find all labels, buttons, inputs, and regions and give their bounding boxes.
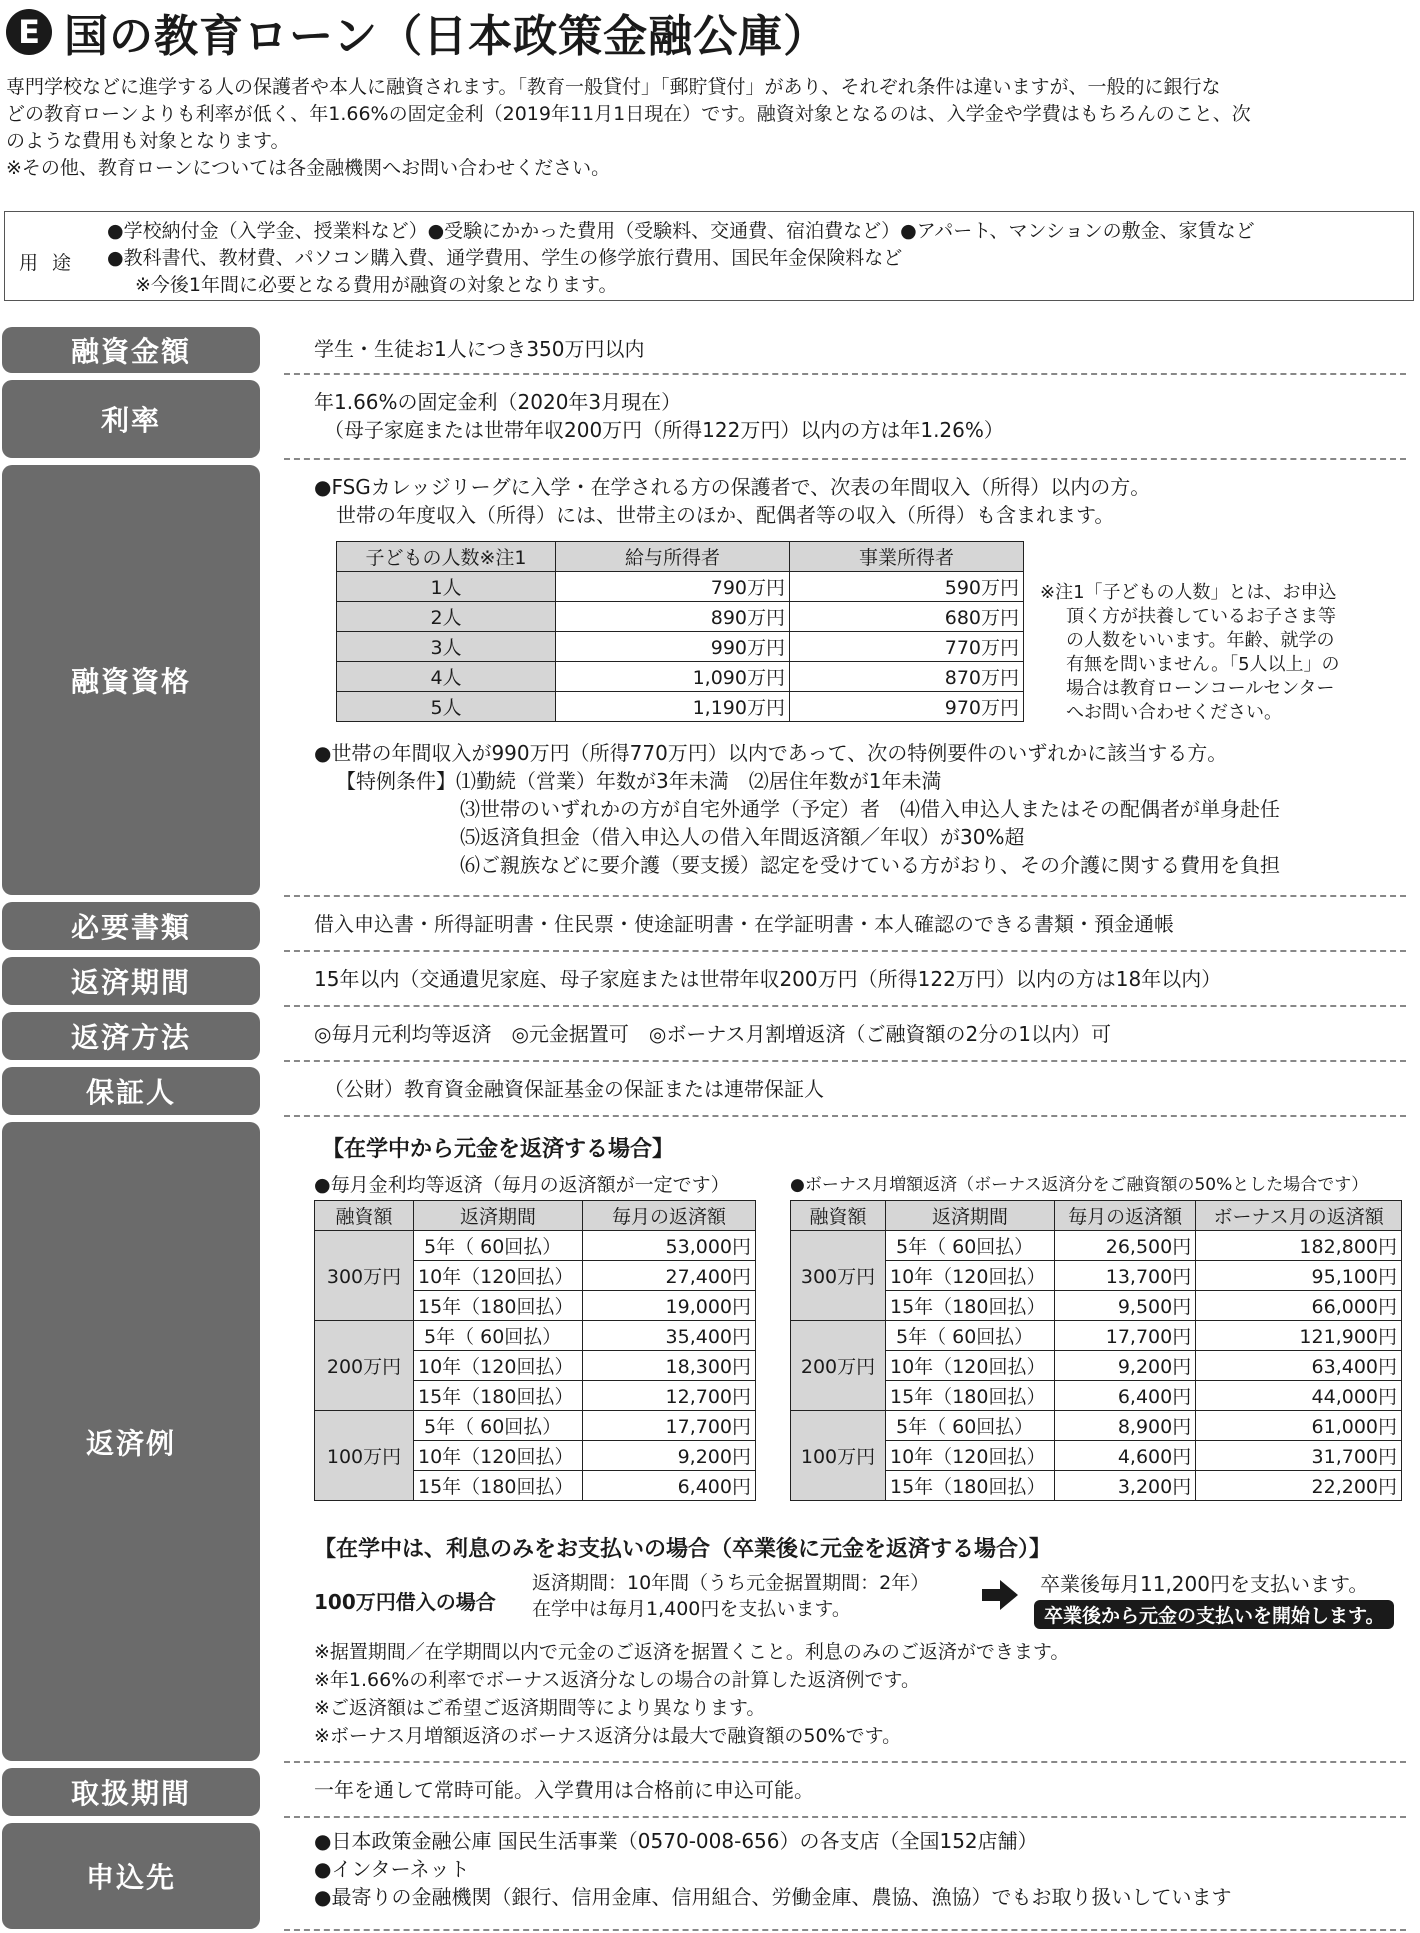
monthly: 9,200円 <box>583 1441 756 1471</box>
children-count: 3人 <box>337 632 556 662</box>
table-header: 毎月の返済額 <box>1055 1201 1196 1231</box>
case-line: 在学中は毎月1,400円を支払います。 <box>532 1598 851 1620</box>
monthly: 6,400円 <box>583 1471 756 1501</box>
apply-line: ●日本政策金融公庫 国民生活事業（0570-008-656）の各支店（全国152店舗） <box>314 1829 1038 1853</box>
rate-line: （母子家庭または世帯年収200万円（所得122万円）以内の方は年1.26%） <box>324 418 1004 442</box>
term: 15年（180回払） <box>886 1291 1055 1321</box>
monthly: 4,600円 <box>1055 1441 1196 1471</box>
table-header: ボーナス月の返済額 <box>1196 1201 1402 1231</box>
examples-title: 【在学中から元金を返済する場合】 <box>322 1137 675 1162</box>
bonus-payment: 31,700円 <box>1196 1441 1402 1471</box>
term: 5年（ 60回払） <box>886 1231 1055 1261</box>
intro-text <box>6 74 1416 182</box>
table-row <box>315 1411 756 1441</box>
monthly: 13,700円 <box>1055 1261 1196 1291</box>
monthly: 9,200円 <box>1055 1351 1196 1381</box>
note-line: 頂く方が扶養しているお子さま等 <box>1066 606 1336 627</box>
intro-line: どの教育ローンよりも利率が低く、年1.66%の固定金利（2019年11月1日現在）です。融資対象となるのは、入学金や学費はもちろんのこと、次 <box>6 103 1251 125</box>
page-title <box>6 4 828 60</box>
bonus-payment: 61,000円 <box>1196 1411 1402 1441</box>
cond-text: ⑴勤続（営業）年数が3年未満 ⑵居住年数が1年未満 <box>456 769 942 793</box>
monthly: 17,700円 <box>583 1411 756 1441</box>
monthly: 9,500円 <box>1055 1291 1196 1321</box>
note-line: 場合は教育ローンコールセンター <box>1066 678 1335 699</box>
title-text: 国の教育ローン（日本政策金融公庫） <box>64 11 829 62</box>
usage-line: ※今後1年間に必要となる費用が融資の対象となります。 <box>135 274 618 296</box>
bonus-payment: 44,000円 <box>1196 1381 1402 1411</box>
income-table <box>336 541 1024 722</box>
monthly: 17,700円 <box>1055 1321 1196 1351</box>
result-line: 卒業後毎月11,200円を支払います。 <box>1040 1572 1369 1596</box>
method-text: ◎毎月元利均等返済 ◎元金据置可 ◎ボーナス月割増返済（ご融資額の2分の1以内）可 <box>314 1022 1112 1046</box>
term: 15年（180回払） <box>414 1381 583 1411</box>
row-documents <box>0 900 1420 952</box>
table-note <box>1040 581 1340 725</box>
business-limit: 870万円 <box>790 662 1024 692</box>
bonus-payment: 95,100円 <box>1196 1261 1402 1291</box>
documents-text: 借入申込書・所得証明書・住民票・使途証明書・在学証明書・本人確認のできる書類・預金通帳 <box>314 912 1174 936</box>
monthly: 27,400円 <box>583 1261 756 1291</box>
row-eligibility <box>0 463 1420 897</box>
row-label: 利率 <box>2 380 260 458</box>
usage-line: ●学校納付金（入学金、授業料など）●受験にかかった費用（受験料、交通費、宿泊費など）●アパート、マンションの敷金、家賃など <box>107 220 1255 242</box>
loan-amount: 100万円 <box>315 1411 414 1501</box>
term: 5年（ 60回払） <box>886 1411 1055 1441</box>
bonus-payment: 121,900円 <box>1196 1321 1402 1351</box>
note-line: ※据置期間／在学期間以内で元金のご返済を据置くこと。利息のみのご返済ができます。 <box>314 1641 1070 1663</box>
monthly: 12,700円 <box>583 1381 756 1411</box>
elig-line: 世帯の年度収入（所得）には、世帯主のほか、配偶者等の収入（所得）も含まれます。 <box>336 503 1115 527</box>
term: 15年（180回払） <box>886 1471 1055 1501</box>
usage-label: 用途 <box>19 252 86 274</box>
children-count: 5人 <box>337 692 556 722</box>
term: 10年（120回払） <box>414 1261 583 1291</box>
business-limit: 770万円 <box>790 632 1024 662</box>
children-count: 4人 <box>337 662 556 692</box>
row-label: 保証人 <box>2 1067 260 1115</box>
monthly: 3,200円 <box>1055 1471 1196 1501</box>
note-line: ※ボーナス月増額返済のボーナス返済分は最大で融資額の50%です。 <box>314 1725 902 1747</box>
monthly-table <box>314 1200 756 1501</box>
table-row <box>337 662 1024 692</box>
monthly: 35,400円 <box>583 1321 756 1351</box>
note-line: の人数をいいます。年齢、就学の <box>1066 630 1335 651</box>
table-header: 返済期間 <box>886 1201 1055 1231</box>
guarantor-text: （公財）教育資金融資保証基金の保証または連帯保証人 <box>324 1077 824 1101</box>
table-header: 事業所得者 <box>790 542 1024 572</box>
interest-only-title: 【在学中は、利息のみをお支払いの場合（卒業後に元金を返済する場合）】 <box>314 1537 1052 1562</box>
case-detail <box>532 1570 929 1622</box>
row-amount <box>0 325 1420 375</box>
monthly: 53,000円 <box>583 1231 756 1261</box>
salary-limit: 790万円 <box>556 572 790 602</box>
examples-notes <box>314 1638 1069 1750</box>
table-row <box>791 1411 1402 1441</box>
monthly: 18,300円 <box>583 1351 756 1381</box>
table-row <box>791 1231 1402 1261</box>
table-row <box>791 1321 1402 1351</box>
loan-amount: 200万円 <box>315 1321 414 1411</box>
note-line: 有無を問いません。「5人以上」の <box>1066 654 1340 675</box>
cond-line: ⑶世帯のいずれかの方が自宅外通学（予定）者 ⑷借入申込人またはその配偶者が単身赴任 <box>460 797 1280 821</box>
period-text: 15年以内（交通遺児家庭、母子家庭または世帯年収200万円（所得122万円）以内の方は18年以内） <box>314 967 1222 991</box>
loan-amount: 100万円 <box>791 1411 886 1501</box>
left-caption: ●毎月金利均等返済（毎月の返済額が一定です） <box>314 1174 730 1196</box>
right-caption: ●ボーナス月増額返済（ボーナス返済分をご融資額の50%とした場合です） <box>790 1175 1369 1195</box>
note-line: ※ご返済額はご希望ご返済期間等により異なります。 <box>314 1697 766 1719</box>
loan-amount: 300万円 <box>791 1231 886 1321</box>
case-line: 返済期間：10年間（うち元金据置期間：2年） <box>532 1572 930 1594</box>
row-label: 返済方法 <box>2 1012 260 1060</box>
monthly: 19,000円 <box>583 1291 756 1321</box>
cond-line: ⑹ご親族などに要介護（要支援）認定を受けている方がおり、その介護に関する費用を負担 <box>460 853 1280 877</box>
table-row <box>315 1321 756 1351</box>
loan-amount: 300万円 <box>315 1231 414 1321</box>
monthly: 8,900円 <box>1055 1411 1196 1441</box>
monthly: 26,500円 <box>1055 1231 1196 1261</box>
term: 10年（120回払） <box>414 1351 583 1381</box>
apply-line: ●最寄りの金融機関（銀行、信用金庫、信用組合、労働金庫、農協、漁協）でもお取り扱いしています <box>314 1885 1232 1909</box>
row-examples <box>0 1120 1420 1763</box>
row-label: 返済例 <box>2 1122 260 1761</box>
table-row <box>337 572 1024 602</box>
salary-limit: 890万円 <box>556 602 790 632</box>
business-limit: 590万円 <box>790 572 1024 602</box>
elig-line: ●FSGカレッジリーグに入学・在学される方の保護者で、次表の年間収入（所得）以内の方。 <box>314 475 1151 499</box>
term: 10年（120回払） <box>414 1441 583 1471</box>
case-label: 100万円借入の場合 <box>314 1590 496 1614</box>
cond-line: ⑸返済負担金（借入申込人の借入年間返済額／年収）が30%超 <box>460 825 1025 849</box>
row-label: 融資資格 <box>2 465 260 895</box>
term: 15年（180回払） <box>886 1381 1055 1411</box>
bonus-payment: 63,400円 <box>1196 1351 1402 1381</box>
table-header: 返済期間 <box>414 1201 583 1231</box>
loan-amount: 200万円 <box>791 1321 886 1411</box>
term: 5年（ 60回払） <box>414 1321 583 1351</box>
note-line: ※注1「子どもの人数」とは、お申込 <box>1040 582 1337 603</box>
business-limit: 680万円 <box>790 602 1024 632</box>
salary-limit: 1,090万円 <box>556 662 790 692</box>
row-rate <box>0 378 1420 460</box>
row-label: 融資金額 <box>2 327 260 373</box>
row-handling <box>0 1766 1420 1818</box>
salary-limit: 990万円 <box>556 632 790 662</box>
apply-line: ●インターネット <box>314 1857 470 1881</box>
term: 15年（180回払） <box>414 1291 583 1321</box>
bonus-table <box>790 1200 1402 1501</box>
section-badge: E <box>6 9 52 55</box>
table-header: 融資額 <box>791 1201 886 1231</box>
elig-line: ●世帯の年間収入が990万円（所得770万円）以内であって、次の特例要件のいずれかに該当する方。 <box>314 741 1228 765</box>
row-method <box>0 1010 1420 1062</box>
table-row <box>337 602 1024 632</box>
table-row <box>337 692 1024 722</box>
result-highlight: 卒業後から元金の支払いを開始します。 <box>1034 1600 1394 1629</box>
term: 10年（120回払） <box>886 1261 1055 1291</box>
rate-line: 年1.66%の固定金利（2020年3月現在） <box>314 390 682 414</box>
intro-line: ※その他、教育ローンについては各金融機関へお問い合わせください。 <box>6 157 611 179</box>
table-header: 給与所得者 <box>556 542 790 572</box>
term: 15年（180回払） <box>414 1471 583 1501</box>
bonus-payment: 182,800円 <box>1196 1231 1402 1261</box>
note-line: ※年1.66%の利率でボーナス返済分なしの場合の計算した返済例です。 <box>314 1669 920 1691</box>
note-line: へお問い合わせください。 <box>1066 702 1282 723</box>
handling-text: 一年を通して常時可能。入学費用は合格前に申込可能。 <box>314 1778 814 1802</box>
term: 5年（ 60回払） <box>886 1321 1055 1351</box>
monthly: 6,400円 <box>1055 1381 1196 1411</box>
table-header: 子どもの人数※注1 <box>337 542 556 572</box>
term: 10年（120回払） <box>886 1441 1055 1471</box>
row-label: 申込先 <box>2 1823 260 1929</box>
amount-text: 学生・生徒お1人につき350万円以内 <box>314 337 645 361</box>
bonus-payment: 22,200円 <box>1196 1471 1402 1501</box>
table-header: 毎月の返済額 <box>583 1201 756 1231</box>
term: 5年（ 60回払） <box>414 1231 583 1261</box>
term: 10年（120回払） <box>886 1351 1055 1381</box>
bonus-payment: 66,000円 <box>1196 1291 1402 1321</box>
arrow-right-icon <box>982 1580 1018 1610</box>
cond-line <box>314 767 1410 795</box>
usage-box <box>4 211 1414 301</box>
row-period <box>0 955 1420 1007</box>
table-header: 融資額 <box>315 1201 414 1231</box>
table-row <box>337 632 1024 662</box>
usage-line: ●教科書代、教材費、パソコン購入費、通学費用、学生の修学旅行費用、国民年金保険料など <box>107 247 903 269</box>
table-row <box>315 1231 756 1261</box>
row-label: 返済期間 <box>2 957 260 1005</box>
row-guarantor <box>0 1065 1420 1117</box>
salary-limit: 1,190万円 <box>556 692 790 722</box>
intro-line: のような費用も対象となります。 <box>6 130 290 152</box>
children-count: 1人 <box>337 572 556 602</box>
intro-line: 専門学校などに進学する人の保護者や本人に融資されます。「教育一般貸付」「郵貯貸付」があり、それぞれ条件は違いますが、一般的に銀行な <box>6 76 1221 98</box>
cond-label: 【特例条件】 <box>336 769 456 793</box>
term: 5年（ 60回払） <box>414 1411 583 1441</box>
row-label: 必要書類 <box>2 902 260 950</box>
row-label: 取扱期間 <box>2 1768 260 1816</box>
business-limit: 970万円 <box>790 692 1024 722</box>
children-count: 2人 <box>337 602 556 632</box>
row-apply <box>0 1821 1420 1931</box>
